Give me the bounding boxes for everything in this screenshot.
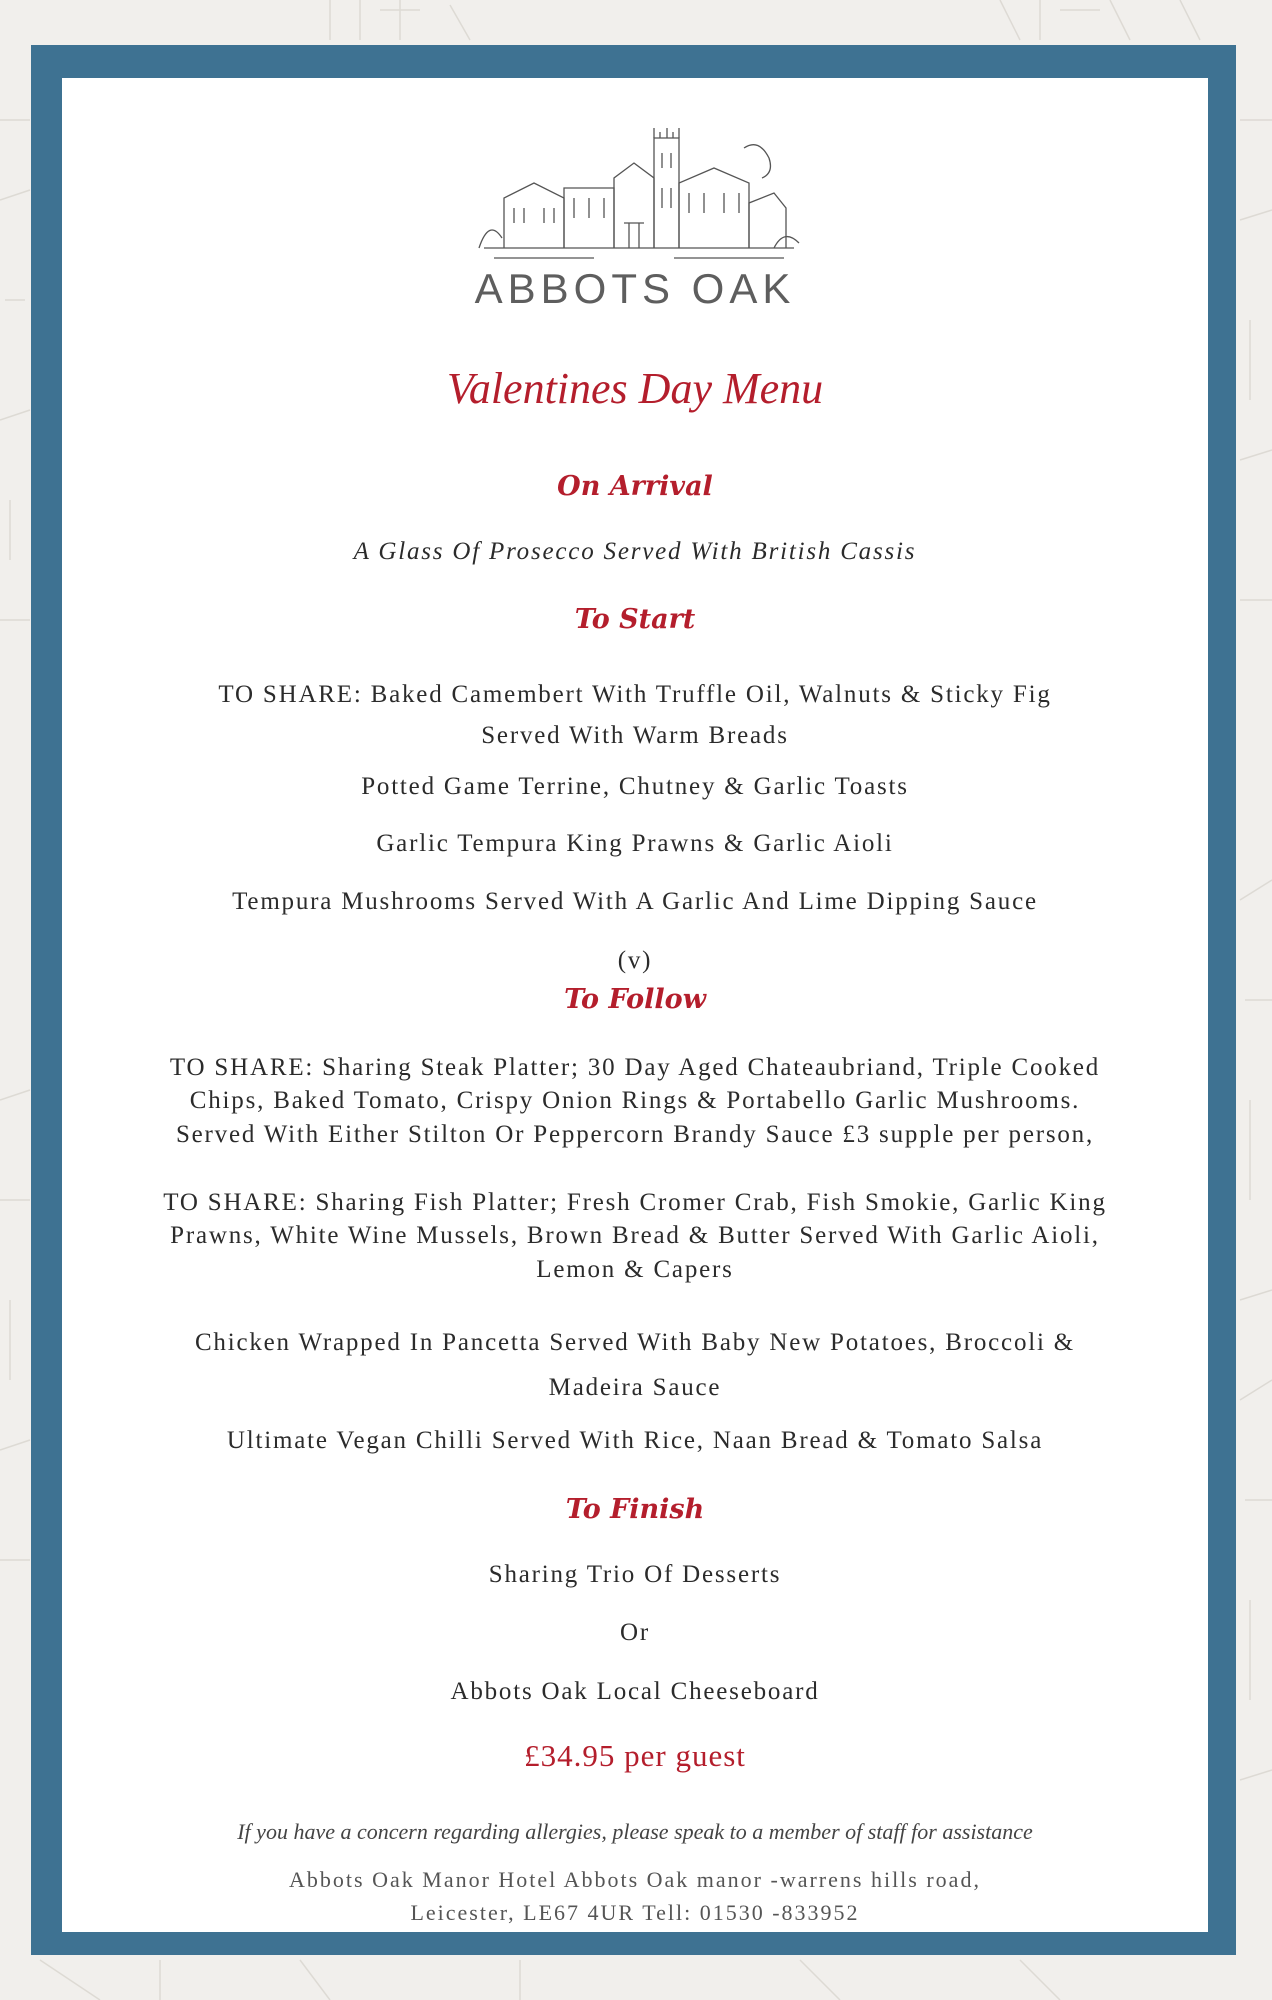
menu-item: Potted Game Terrine, Chutney & Garlic Toasts — [361, 773, 909, 800]
section-heading-to-follow: To Follow — [564, 984, 706, 1015]
footer-address — [62, 1863, 1208, 1929]
menu-item: Chips, Baked Tomato, Crispy Onion Rings & Portabello Garlic Mushrooms. — [189, 1087, 1081, 1114]
menu-item: Tempura Mushrooms Served With A Garlic And Lime Dipping Sauce — [232, 888, 1038, 915]
menu-content — [62, 78, 1208, 1932]
section-heading-to-start: To Start — [574, 604, 696, 635]
menu-item: Or — [620, 1619, 650, 1646]
menu-item: Garlic Tempura King Prawns & Garlic Aioli — [376, 830, 894, 857]
menu-item: Abbots Oak Local Cheeseboard — [450, 1678, 820, 1705]
address-line-1: Abbots Oak Manor Hotel Abbots Oak manor -warrens hills road, — [289, 1867, 981, 1892]
menu-item: Ultimate Vegan Chilli Served With Rice, Naan Bread & Tomato Salsa — [226, 1427, 1044, 1454]
section-heading-on-arrival: On Arrival — [557, 471, 713, 502]
menu-item: Prawns, White Wine Mussels, Brown Bread & Butter Served With Garlic Aioli, — [170, 1222, 1100, 1249]
menu-item: TO SHARE: Sharing Fish Platter; Fresh Cromer Crab, Fish Smokie, Garlic King — [163, 1189, 1107, 1216]
menu-item: Madeira Sauce — [548, 1374, 722, 1401]
menu-paper — [62, 78, 1208, 1932]
menu-item: Chicken Wrapped In Pancetta Served With Baby New Potatoes, Broccoli & — [194, 1329, 1076, 1356]
menu-item: A Glass Of Prosecco Served With British Cassis — [353, 538, 917, 565]
menu-item: Lemon & Capers — [536, 1256, 734, 1283]
menu-item: TO SHARE: Sharing Steak Platter; 30 Day Aged Chateaubriand, Triple Cooked — [169, 1054, 1101, 1081]
menu-item: Sharing Trio Of Desserts — [488, 1561, 782, 1588]
menu-title: Valentines Day Menu — [446, 364, 824, 413]
menu-item: Served With Warm Breads — [481, 722, 789, 749]
manor-house-logo — [474, 128, 804, 278]
price: £34.95 per guest — [524, 1738, 746, 1773]
logo-text: ABBOTS OAK — [474, 265, 796, 312]
menu-item: TO SHARE: Baked Camembert With Truffle Oil, Walnuts & Sticky Fig — [218, 681, 1052, 708]
allergy-note: If you have a concern regarding allergies, please speak to a member of staff for assistance — [237, 1819, 1033, 1844]
menu-item: Served With Either Stilton Or Peppercorn Brandy Sauce £3 supple per person, — [175, 1121, 1095, 1148]
vegetarian-marker: (v) — [617, 947, 653, 974]
address-line-2: Leicester, LE67 4UR Tell: 01530 -833952 — [410, 1900, 860, 1925]
section-heading-to-finish: To Finish — [565, 1494, 705, 1525]
